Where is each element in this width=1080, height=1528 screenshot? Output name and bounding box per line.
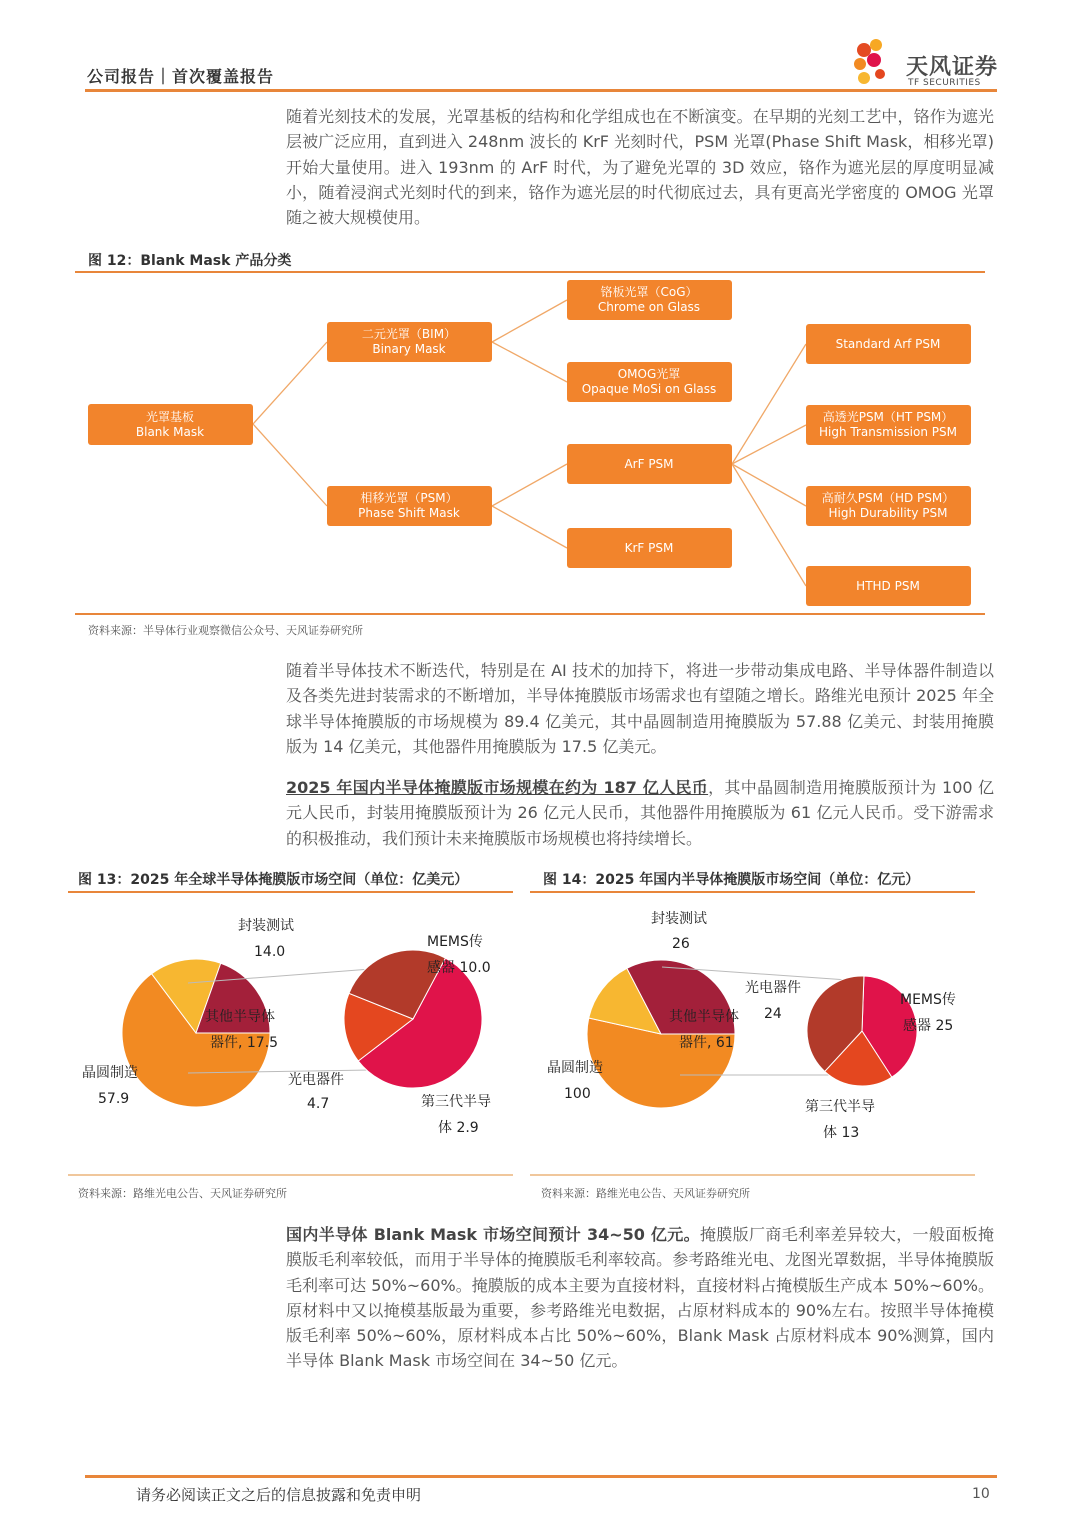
logo-name: 天风证券	[906, 55, 999, 80]
paragraph-4	[286, 1222, 994, 1374]
page-number: 10	[972, 1486, 990, 1502]
label-pkg-name: 封装测试	[651, 911, 707, 927]
figure-14-source: 资料来源：路维光电公告、天风证券研究所	[541, 1187, 750, 1200]
footer-rule	[85, 1475, 997, 1478]
label-wafer-name: 晶圆制造	[82, 1065, 138, 1081]
label-other-name: 其他半导体	[205, 1009, 275, 1025]
label-opto-value: 4.7	[307, 1096, 330, 1112]
label-pkg-value: 14.0	[254, 944, 286, 960]
figure-12-tree-diagram	[75, 270, 995, 615]
figure-14-caption: 图 14：2025 年国内半导体掩膜版市场空间（单位：亿元）	[543, 872, 920, 888]
paragraph-4-rest: 掩膜版厂商毛利率差异较大，一般面板掩膜版毛利率较低，而用于半导体的掩膜版毛利率较高。参考路维光电、龙图光罩数据，半导体掩膜版毛利率可达 50%~60%。掩膜版的成本主要为直接材料，直接材料占掩模版生产成本 50%~60%。原材料中又以掩模基版最为重要，参考路维光电数据，占原材料成本的 90%左右。按照半导体掩模版毛利率 50%~60%，原材料成本占比 50%~60%，Blank Mask 占原材料成本 90%测算，国内半导体 Blank Mask 市场空间在 34~50 亿元。	[286, 1225, 994, 1371]
label-mems-name: MEMS传	[900, 992, 956, 1008]
label-opto-name: 光电器件	[288, 1072, 344, 1088]
label-mems-name: MEMS传	[427, 934, 483, 950]
paragraph-3-rest: ，其中晶圆制造用掩膜版预计为 100 亿元人民币，封装用掩膜版预计为 26 亿元人民币，其他器件用掩膜版为 61 亿元人民币。受下游需求的积极推动，我们预计未来掩膜版市场规模也将持续增长。	[286, 778, 994, 848]
node-bim-line1: 二元光罩（BIM）	[361, 327, 457, 341]
main-pie	[587, 960, 735, 1108]
node-psm-line1: 相移光罩（PSM）	[360, 491, 458, 505]
figure-13-bottom-rule	[68, 1174, 513, 1176]
node-psm-line2: Phase Shift Mask	[358, 506, 460, 520]
node-cog-line2: Chrome on Glass	[597, 300, 701, 314]
node-cog-line1: 铬板光罩（CoG）	[600, 285, 698, 299]
figure-12-source: 资料来源：半导体行业观察微信公众号、天风证券研究所	[88, 624, 363, 637]
paragraph-3	[286, 775, 994, 851]
label-wafer-value: 100	[564, 1086, 591, 1102]
label-other-value: 器件, 17.5	[210, 1035, 279, 1051]
node-omog-line1: OMOG光罩	[617, 367, 681, 381]
figure-12-bottom-rule	[75, 613, 985, 615]
label-pkg-value: 26	[672, 936, 690, 952]
label-opto-value: 24	[764, 1006, 782, 1022]
paragraph-1: 随着光刻技术的发展，光罩基板的结构和化学组成也在不断演变。在早期的光刻工艺中，铬作为遮光层被广泛应用，直到进入 248nm 波长的 KrF 光刻时代，PSM 光罩(Phase Shift Mask，相移光罩)开始大量使用。进入 193nm 的 ArF 时代，为了避免光罩的 3D 效应，铬作为遮光层的厚度明显减小，随着浸润式光刻时代的到来，铬作为遮光层的时代彻底过去，具有更高光学密度的 OMOG 光罩随之被大规模使用。	[286, 107, 994, 228]
node-root-line1: 光罩基板	[145, 410, 195, 424]
main-pie	[122, 959, 270, 1107]
logo-subtitle: TF SECURITIES	[908, 78, 981, 88]
node-hd-line1: 高耐久PSM（HD PSM）	[821, 491, 955, 505]
node-std-label: Standard Arf PSM	[835, 337, 941, 351]
footer-disclaimer: 请务必阅读正文之后的信息披露和免责申明	[136, 1486, 422, 1504]
label-other-name: 其他半导体	[669, 1009, 739, 1025]
header-rule	[85, 89, 997, 92]
label-pkg-name: 封装测试	[238, 918, 294, 934]
node-root-line2: Blank Mask	[135, 425, 205, 439]
label-third-name: 第三代半导	[805, 1099, 875, 1115]
label-wafer-value: 57.9	[98, 1091, 130, 1107]
label-third-name: 第三代半导	[421, 1094, 491, 1110]
label-other-value: 器件, 61	[679, 1035, 734, 1051]
figure-14-bottom-rule	[530, 1174, 975, 1176]
label-mems-value: 感器 10.0	[427, 960, 491, 976]
node-ht-line1: 高透光PSM（HT PSM）	[822, 410, 954, 424]
paragraph-4-lead: 国内半导体 Blank Mask 市场空间预计 34~50 亿元。	[286, 1225, 700, 1244]
figure-13-top-rule	[68, 891, 513, 893]
label-opto-name: 光电器件	[745, 980, 801, 996]
figure-14-pie-chart	[530, 895, 975, 1175]
label-mems-value: 感器 25	[903, 1018, 954, 1034]
node-omog-line2: Opaque MoSi on Glass	[581, 382, 717, 396]
figure-13-caption: 图 13：2025 年全球半导体掩膜版市场空间（单位：亿美元）	[78, 872, 469, 888]
node-arf-label: ArF PSM	[624, 457, 674, 471]
node-hthd-label: HTHD PSM	[856, 579, 920, 593]
node-ht-line2: High Transmission PSM	[819, 425, 957, 439]
figure-12-caption: 图 12：Blank Mask 产品分类	[88, 253, 292, 269]
paragraph-2: 随着半导体技术不断迭代，特别是在 AI 技术的加持下，将进一步带动集成电路、半导体器件制造以及各类先进封装需求的不断增加，半导体掩膜版市场需求也有望随之增长。路维光电预计 2025 年全球半导体掩膜版的市场规模为 89.4 亿美元，其中晶圆制造用掩膜版为 57.88 亿美元、封装用掩膜版为 14 亿美元，其他器件用掩膜版为 17.5 亿美元。	[286, 661, 994, 756]
label-third-value: 体 2.9	[438, 1120, 479, 1136]
figure-13-source: 资料来源：路维光电公告、天风证券研究所	[78, 1187, 287, 1200]
label-third-value: 体 13	[823, 1125, 860, 1141]
figure-14-top-rule	[530, 891, 975, 893]
node-bim-line2: Binary Mask	[372, 342, 446, 356]
label-wafer-name: 晶圆制造	[547, 1060, 603, 1076]
node-hd-line2: High Durability PSM	[828, 506, 948, 520]
figure-13-pie-chart	[68, 895, 513, 1175]
node-krf-label: KrF PSM	[624, 541, 674, 555]
paragraph-3-highlight: 2025 年国内半导体掩膜版市场规模在约为 187 亿人民币	[286, 778, 709, 797]
doc-type-label: 公司报告｜首次覆盖报告	[87, 67, 275, 86]
